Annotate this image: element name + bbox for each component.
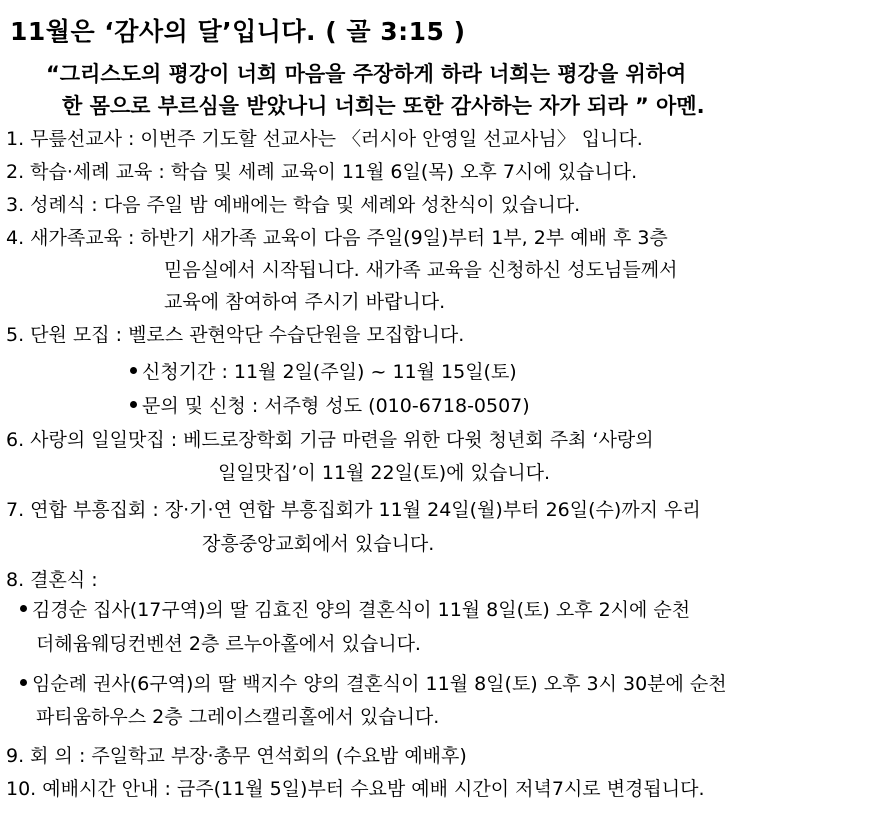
- notice-item-4-line-1: 4. 새가족교육 : 하반기 새가족 교육이 다음 주일(9일)부터 1부, 2부 예배 후 3층: [6, 227, 668, 249]
- notice-item-9: 9. 회 의 : 주일학교 부장·총무 연석회의 (수요밤 예배후): [6, 745, 467, 767]
- bulletin-title: 11월은 ‘감사의 달’입니다. ( 골 3:15 ): [10, 17, 466, 46]
- notice-item-5-bullet-2-text: 문의 및 신청 : 서주형 성도 (010-6718-0507): [142, 395, 530, 417]
- scripture-quote-line-2: 한 몸으로 부르심을 받았나니 너희는 또한 감사하는 자가 되라 ” 아멘.: [62, 94, 705, 118]
- notice-item-5: 5. 단원 모집 : 벨로스 관현악단 수습단원을 모집합니다.: [6, 324, 465, 346]
- notice-item-8-bullet-1-line-2: 더헤윰웨딩컨벤션 2층 르누아홀에서 있습니다.: [36, 633, 421, 655]
- notice-item-8-bullet-2-line-2: 파티움하우스 2층 그레이스캘리홀에서 있습니다.: [36, 706, 440, 728]
- notice-item-8-bullet-1-text: 김경순 집사(17구역)의 딸 김효진 양의 결혼식이 11월 8일(토) 오후 2시에 순천: [32, 599, 691, 621]
- notice-item-6-line-2: 일일맛집’이 11월 22일(토)에 있습니다.: [218, 462, 550, 484]
- bullet-icon: [130, 367, 137, 374]
- notice-item-5-bullet-1-text: 신청기간 : 11월 2일(주일) ~ 11월 15일(토): [142, 361, 517, 383]
- notice-item-5-bullet-2: [130, 394, 530, 418]
- notice-item-1: 1. 무릎선교사 : 이번주 기도할 선교사는 〈러시아 안영일 선교사님〉 입니다.: [6, 128, 643, 150]
- notice-item-7-line-1: 7. 연합 부흥집회 : 장·기·연 연합 부흥집회가 11월 24일(월)부터 26일(수)까지 우리: [6, 499, 701, 521]
- notice-item-8-bullet-2-line-1: [20, 672, 727, 696]
- notice-item-5-bullet-1: [130, 360, 517, 384]
- notice-item-8-bullet-1-line-1: [20, 598, 690, 622]
- notice-item-4-line-2: 믿음실에서 시작됩니다. 새가족 교육을 신청하신 성도님들께서: [164, 259, 678, 281]
- notice-item-8-bullet-2-text: 임순례 권사(6구역)의 딸 백지수 양의 결혼식이 11월 8일(토) 오후 3시 30분에 순천: [32, 673, 727, 695]
- notice-item-8: 8. 결혼식 :: [6, 569, 98, 591]
- notice-item-10: 10. 예배시간 안내 : 금주(11월 5일)부터 수요밤 예배 시간이 저녁7시로 변경됩니다.: [6, 778, 705, 800]
- notice-item-4-line-3: 교육에 참여하여 주시기 바랍니다.: [164, 291, 446, 313]
- bullet-icon: [20, 605, 27, 612]
- bullet-icon: [130, 401, 137, 408]
- bullet-icon: [20, 679, 27, 686]
- notice-item-7-line-2: 장흥중앙교회에서 있습니다.: [202, 533, 435, 555]
- notice-item-3: 3. 성례식 : 다음 주일 밤 예배에는 학습 및 세례와 성찬식이 있습니다.: [6, 194, 581, 216]
- notice-item-2: 2. 학습·세례 교육 : 학습 및 세례 교육이 11월 6일(목) 오후 7시에 있습니다.: [6, 161, 638, 183]
- notice-item-6-line-1: 6. 사랑의 일일맛집 : 베드로장학회 기금 마련을 위한 다윗 청년회 주최 ‘사랑의: [6, 429, 654, 451]
- scripture-quote-line-1: “그리스도의 평강이 너희 마음을 주장하게 하라 너희는 평강을 위하여: [46, 62, 687, 86]
